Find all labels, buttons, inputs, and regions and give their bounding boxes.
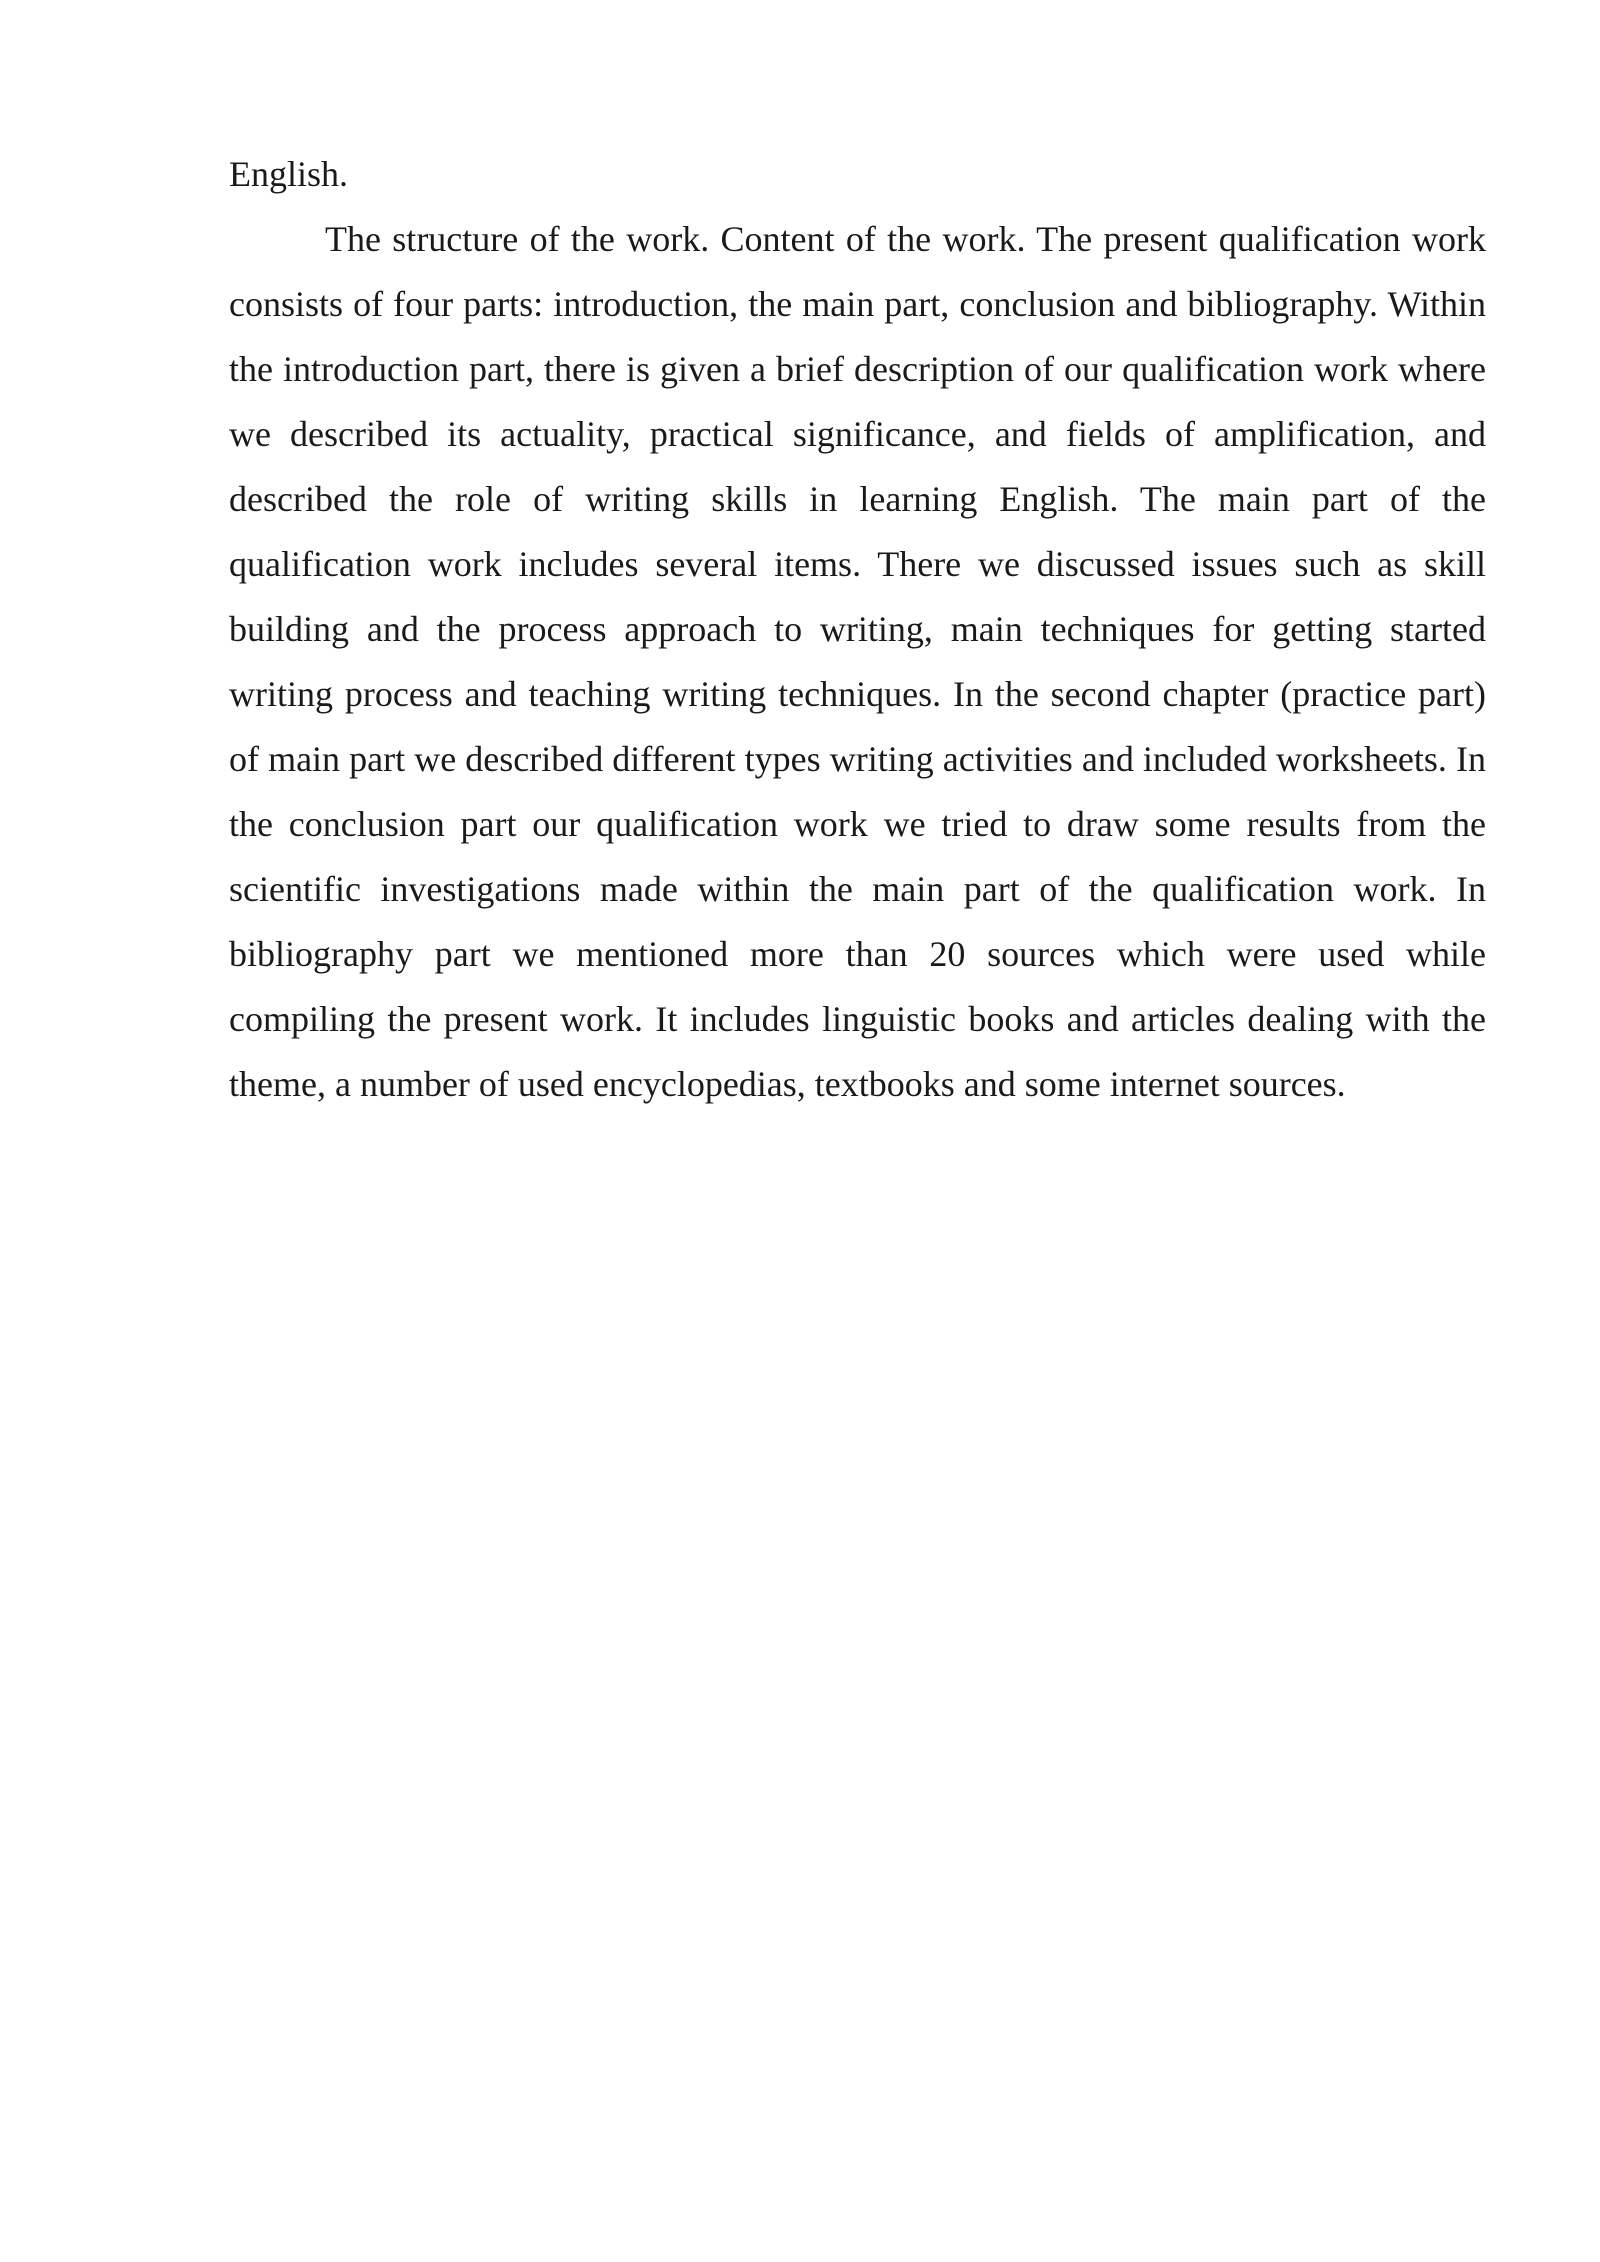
document-body	[229, 142, 1486, 1117]
work-structure-paragraph: The structure of the work. Content of the work. The present qualification work consists of four parts: introduction, the main part, conclusion and bibliography. Within the introduction part, there is given a brief description of our qualification work where we described its actuality, practical significance, and fields of amplification, and described the role of writing skills in learning English. The main part of the qualification work includes several items. There we discussed issues such as skill building and the process approach to writing, main techniques for getting started writing process and teaching writing techniques. In the second chapter (practice part) of main part we described different types writing activities and included worksheets. In the conclusion part our qualification work we tried to draw some results from the scientific investigations made within the main part of the qualification work. In bibliography part we mentioned more than 20 sources which were used while compiling the present work. It includes linguistic books and articles dealing with the theme, a number of used encyclopedias, textbooks and some internet sources.	[229, 219, 1486, 1104]
continued-text-line: English.	[229, 154, 349, 194]
